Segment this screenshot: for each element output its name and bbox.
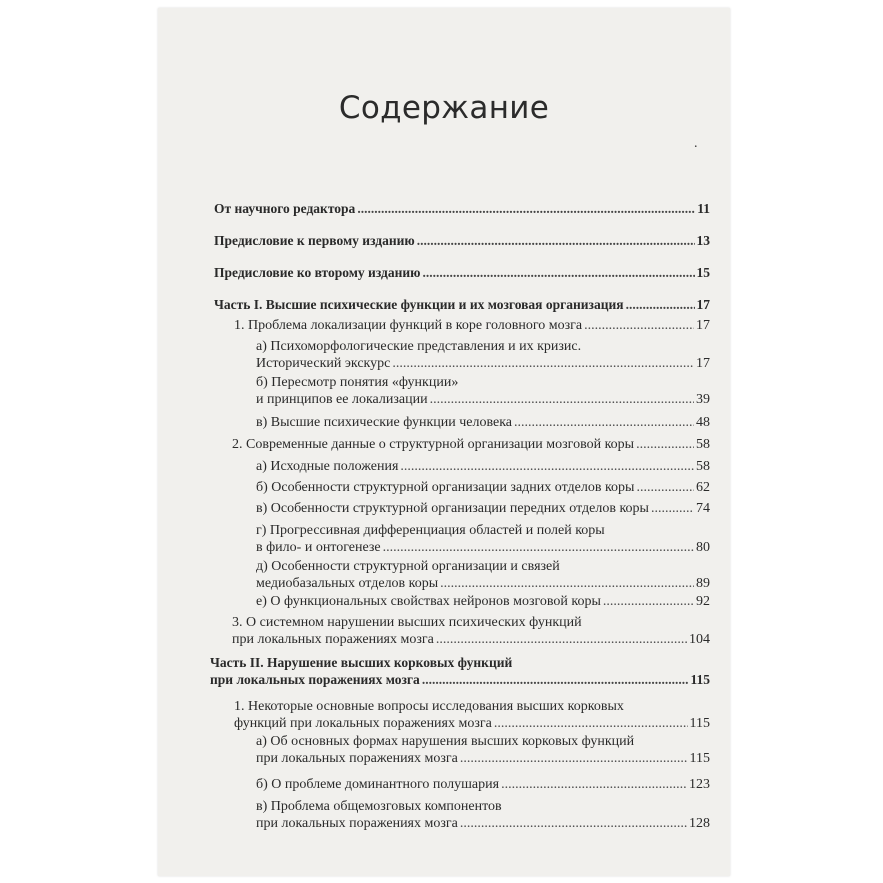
dot-leader [636, 479, 694, 496]
toc-page-number: 104 [689, 632, 710, 647]
toc-page-number: 13 [696, 233, 710, 248]
toc-entry [232, 436, 710, 453]
toc-entry [256, 776, 710, 793]
toc-page-number: 80 [696, 540, 710, 555]
page-title: Содержание [338, 90, 550, 126]
toc-page-number: 48 [696, 415, 710, 430]
toc-page-number: 15 [696, 265, 710, 280]
dot-leader [460, 750, 688, 767]
toc-entry-title: при локальных поражениях мозга [210, 672, 420, 687]
toc-entry-title: а) Исходные положения [256, 459, 399, 474]
toc-page-number: 123 [689, 777, 710, 792]
toc-page-number: 115 [689, 716, 710, 731]
toc-page-number: 39 [696, 392, 710, 407]
toc-entry-title: а) Об основных формах нарушения высших корковых функций [256, 734, 635, 749]
toc-entry [256, 522, 710, 556]
toc-page-number: 115 [689, 751, 710, 766]
toc-entry [256, 798, 710, 832]
toc-entry [256, 338, 710, 372]
toc-entry [214, 200, 710, 217]
dot-leader [514, 414, 694, 431]
toc-entry [256, 458, 710, 475]
dot-leader [436, 631, 687, 648]
toc-entry-title: г) Прогрессивная дифференциация областей и полей коры [256, 523, 605, 538]
toc-entry-title: б) О проблеме доминантного полушария [256, 777, 500, 792]
toc-entry-title: в) Проблема общемозговых компонентов [256, 799, 502, 814]
book-page [158, 8, 730, 876]
toc-entry [214, 264, 710, 281]
dot-leader [584, 317, 694, 334]
dot-leader [392, 355, 694, 372]
dot-leader [383, 539, 694, 556]
toc-entry-title: в фило- и онтогенезе [256, 540, 381, 555]
toc-page-number: 58 [696, 437, 710, 452]
toc-entry-title: 2. Современные данные о структурной организации мозговой коры [232, 437, 635, 452]
toc-entry-title: б) Пересмотр понятия «функции» [256, 375, 459, 390]
toc-entry-title: е) О функциональных свойствах нейронов мозговой коры [256, 594, 601, 609]
dot-leader [501, 776, 687, 793]
dot-leader [422, 671, 689, 688]
toc-entry-title: Часть I. Высшие психические функции и их мозговая организация [214, 297, 624, 312]
toc-entry-title: 1. Некоторые основные вопросы исследования высших корковых [234, 699, 624, 714]
dot-leader [440, 575, 694, 592]
toc-entry-title: и принципов ее локализации [256, 392, 428, 407]
toc-entry [256, 593, 710, 610]
toc-page-number: 92 [696, 594, 710, 609]
toc-entry-title: Предисловие ко второму изданию [214, 265, 421, 280]
toc-entry-title: От научного редактора [214, 201, 356, 216]
toc-entry-title: при локальных поражениях мозга [256, 751, 458, 766]
toc-entry [214, 232, 710, 249]
toc-page-number: 62 [696, 480, 710, 495]
toc-entry-title: б) Особенности структурной организации задних отделов коры [256, 480, 635, 495]
toc-page-number: 17 [696, 297, 710, 312]
toc-page-number: 89 [696, 576, 710, 591]
dot-leader [430, 391, 694, 408]
toc-page-number: 115 [690, 672, 710, 687]
toc-entry-title: в) Особенности структурной организации передних отделов коры [256, 501, 649, 516]
toc-entry-title: 3. О системном нарушении высших психических функций [232, 615, 582, 630]
toc-entry [256, 374, 710, 408]
toc-entry-title: Исторический экскурс [256, 356, 391, 371]
toc-entry-title: д) Особенности структурной организации и связей [256, 559, 560, 574]
toc-entry-title: а) Психоморфологические представления и их кризис. [256, 339, 582, 354]
toc-entry [210, 654, 710, 688]
toc-entry-title: Предисловие к первому изданию [214, 233, 415, 248]
stray-mark: . [694, 136, 698, 151]
dot-leader [603, 593, 694, 610]
dot-leader [422, 264, 694, 281]
toc-entry-title: функций при локальных поражениях мозга [234, 716, 492, 731]
toc-entry [256, 479, 710, 496]
toc-entry [232, 614, 710, 648]
toc-entry [256, 500, 710, 517]
toc-entry-title: в) Высшие психические функции человека [256, 415, 513, 430]
toc-page-number: 17 [696, 356, 710, 371]
toc-entry-title: медиобазальных отделов коры [256, 576, 439, 591]
toc-entry [234, 698, 710, 732]
dot-leader [626, 296, 695, 313]
dot-leader [651, 500, 694, 517]
toc-page-number: 17 [696, 318, 710, 333]
toc-entry [214, 296, 710, 313]
dot-leader [400, 458, 694, 475]
toc-entry [234, 317, 710, 334]
dot-leader [460, 815, 687, 832]
toc-page-number: 74 [696, 501, 710, 516]
dot-leader [494, 715, 688, 732]
toc-entry [256, 733, 710, 767]
toc-page-number: 128 [689, 816, 710, 831]
toc-page-number: 11 [697, 201, 710, 216]
toc-page-number: 58 [696, 459, 710, 474]
toc-entry [256, 414, 710, 431]
toc-entry-title: 1. Проблема локализации функций в коре головного мозга [234, 318, 583, 333]
dot-leader [636, 436, 694, 453]
dot-leader [417, 232, 695, 249]
toc-entry-title: при локальных поражениях мозга [256, 816, 458, 831]
dot-leader [357, 200, 695, 217]
toc-entry-title: при локальных поражениях мозга [232, 632, 434, 647]
toc-entry [256, 558, 710, 592]
toc-entry-title: Часть II. Нарушение высших корковых функций [210, 655, 513, 670]
